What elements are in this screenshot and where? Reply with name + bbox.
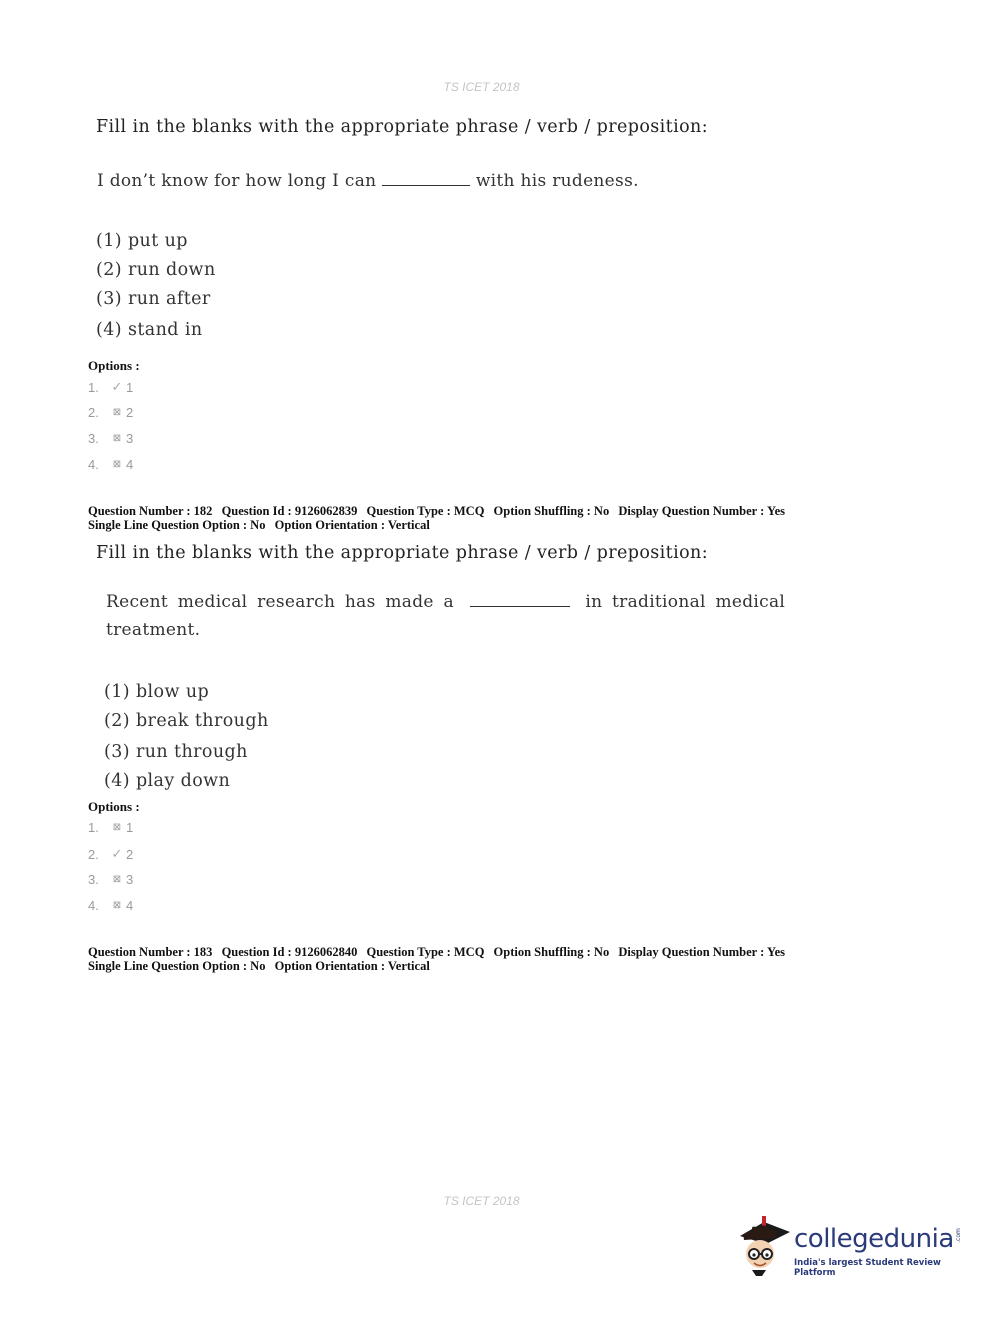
correct-tick-icon: ✓ [111,846,123,861]
options-heading: Options : [88,799,140,814]
option-row [88,379,133,395]
option-number: 2. [88,405,99,420]
logo-wordmark: collegedunia [794,1224,954,1254]
option-row [88,405,133,420]
question-1-choice: (3) run after [96,289,211,309]
option-value: 2 [126,846,134,862]
question-1-instruction: Fill in the blanks with the appropriate phrase / verb / preposition: [96,117,708,137]
meta-line [88,518,791,532]
meta-field: Question Number : 182 [88,504,213,518]
option-number: 3. [88,872,99,887]
option-number: 3. [88,431,99,446]
question-1-choice: (1) put up [96,231,188,251]
watermark-top: TS ICET 2018 [443,80,520,94]
sentence-part: I don’t know for how long I can [97,171,377,191]
meta-field: Option Orientation : Vertical [274,518,430,532]
sentence-line [106,592,786,612]
option-row [88,898,133,913]
mascot-icon [736,1210,794,1280]
question-2-instruction: Fill in the blanks with the appropriate phrase / verb / preposition: [96,543,708,563]
option-number: 2. [88,846,99,862]
question-2-sentence [106,592,786,640]
option-value: 4 [126,898,134,913]
meta-field: Question Id : 9126062839 [221,504,358,518]
question-meta [88,945,791,973]
option-value: 3 [126,872,134,887]
wrong-cross-icon: ⊠ [112,459,122,470]
answer-blank [382,171,470,186]
sentence-part: in traditional medical [585,592,786,612]
meta-line [88,959,791,973]
option-value: 2 [126,405,134,420]
question-2-choice: (1) blow up [104,682,210,702]
logo-tagline: India's largest Student Review Platform [794,1258,941,1278]
meta-field: Single Line Question Option : No [88,518,266,532]
meta-field: Option Orientation : Vertical [274,959,430,973]
question-1-choice: (4) stand in [96,320,203,340]
meta-field: Option Shuffling : No [493,945,610,959]
meta-field: Display Question Number : Yes [618,504,786,518]
meta-field: Display Question Number : Yes [618,945,786,959]
option-row [88,820,133,835]
meta-field: Question Id : 9126062840 [221,945,358,959]
question-2-choice: (2) break through [104,711,269,731]
option-number: 4. [88,457,99,472]
wrong-cross-icon: ⊠ [112,407,122,418]
option-row [88,431,133,446]
option-row [88,846,133,862]
meta-field: Question Type : MCQ [366,945,485,959]
option-number: 1. [88,820,99,835]
answer-blank [470,592,570,607]
meta-line [88,945,791,959]
sentence-line: treatment. [106,620,201,640]
wrong-cross-icon: ⊠ [112,900,122,911]
wrong-cross-icon: ⊠ [112,433,122,444]
sentence-part: with his rudeness. [475,171,639,191]
option-row [88,872,133,887]
correct-tick-icon: ✓ [111,379,123,394]
logo-suffix: .com [954,1228,962,1243]
question-2-choice: (3) run through [104,742,248,762]
option-value: 1 [126,820,134,835]
meta-field: Question Type : MCQ [366,504,485,518]
option-row [88,457,133,472]
meta-field: Single Line Question Option : No [88,959,266,973]
watermark-bottom: TS ICET 2018 [443,1194,520,1208]
meta-field: Option Shuffling : No [493,504,610,518]
options-heading: Options : [88,358,140,373]
option-value: 3 [126,431,134,446]
question-meta [88,504,791,532]
meta-line [88,504,791,518]
option-value: 1 [126,379,134,395]
meta-field: Question Number : 183 [88,945,213,959]
collegedunia-logo [736,1210,966,1280]
option-value: 4 [126,457,134,472]
sentence-part: Recent medical research has made a [106,592,454,612]
wrong-cross-icon: ⊠ [112,874,122,885]
option-number: 1. [88,379,99,395]
wrong-cross-icon: ⊠ [112,822,122,833]
question-2-choice: (4) play down [104,771,231,791]
question-1-sentence [97,171,639,191]
option-number: 4. [88,898,99,913]
question-1-choice: (2) run down [96,260,216,280]
